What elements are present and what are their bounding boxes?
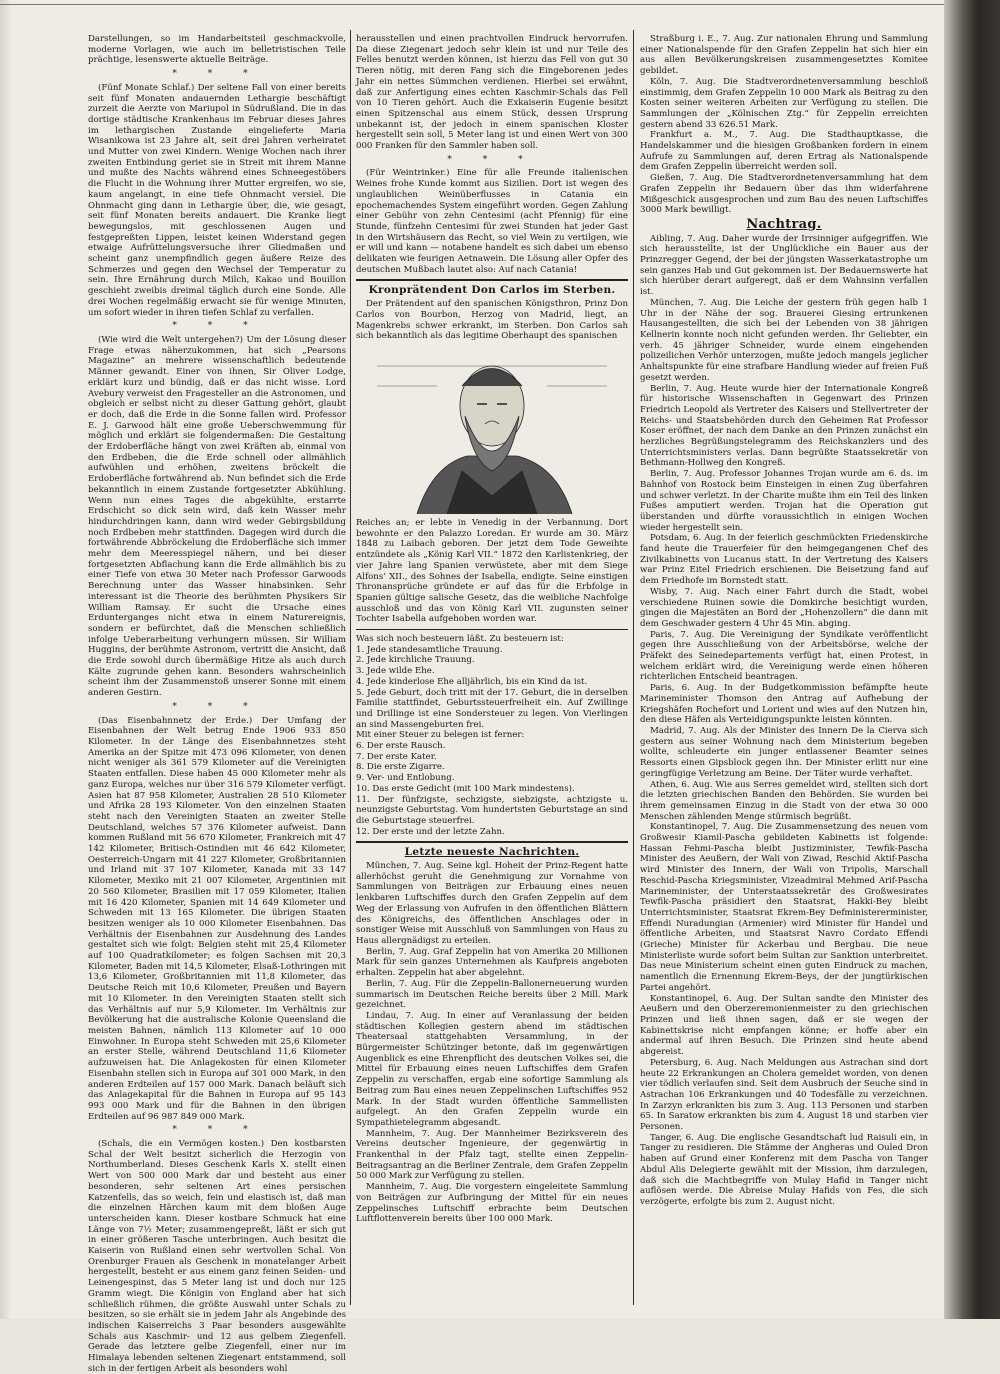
section-separator: * * * bbox=[172, 321, 262, 332]
tax-item: 8. Die erste Zigarre. bbox=[356, 762, 445, 773]
news-item: Paris, 7. Aug. Die Vereinigung der Syndikate veröffentlicht gegen ihre Ausschließung von der Arbeitsbörse, welche der Präfekt des Seinedepartements verfügt hat, einen Protest, in welchem erklärt wird, die Vereinigung werde einen höheren richterlichen Entscheid beantragen. bbox=[640, 629, 928, 683]
news-item: Berlin, 7. Aug. Heute wurde hier der Internationale Kongreß für historische Wissenschaften in Gegenwart des Prinzen Friedrich Leopold als Vertreter des Kaisers und Stellvertreter der Reichs- und Staatsbehörden durch den Geheimen Rat Professor Koser eröffnet, der nach dem Danke an den Prinzen zunächst ein herzliches Begrüßungstelegramm des Reichskanzlers und des Unterrichtsministers verlas. Dann begrüßte Staatssekretär von Bethmann-Hollweg den Kongreß. bbox=[640, 383, 928, 469]
section-divider bbox=[356, 629, 628, 630]
column-2 bbox=[356, 34, 628, 1314]
tax-item: 3. Jede wilde Ehe. bbox=[356, 666, 435, 677]
news-item: München, 7. Aug. Die Leiche der gestern früh gegen halb 1 Uhr in der Nähe der sog. Brauerei Giesing ertrunkenen Hausangestellten, die sich bei der Lebenden von 38 jährigen Kellnerin konnte noch nicht gefunden werden. Ihr Geliebter, ein verh. 45 jähriger Schneider, wurde einem eingehenden polizeilichen Verhör unterzogen, mußte jedoch mangels jeglicher Anhaltspunkte für eine strafbare Handlung wieder auf freien Fuß gesetzt werden. bbox=[640, 297, 928, 383]
tax-item: 10. Das erste Gedicht (mit 100 Mark mindestens). bbox=[356, 783, 575, 794]
news-item: Köln, 7. Aug. Die Stadtverordnetenversammlung beschloß einstimmig, dem Grafen Zeppelin 10 000 Mark als Beitrag zu den Kosten seiner weiteren Arbeiten zur Verfügung zu stellen. Die Sammlungen der „Kölnischen Ztg.“ für Zeppelin erreichten gestern abend 33 626.51 Mark. bbox=[640, 76, 928, 130]
column-rule-1 bbox=[350, 30, 351, 1305]
tax-item: 4. Jede kinderlose Ehe alljährlich, bis ein Kind da ist. bbox=[356, 676, 588, 687]
news-item: Frankfurt a. M., 7. Aug. Die Stadthauptkasse, die Handelskammer und die hiesigen Großbanken fordern in einem Aufrufe zu Sammlungen auf, deren Ertrag als Nationalspende dem Grafen Zeppelin überreicht werden soll. bbox=[640, 130, 928, 173]
top-rule bbox=[0, 4, 944, 5]
news-item: Straßburg i. E., 7. Aug. Zur nationalen Ehrung und Sammlung einer Nationalspende für den Grafen Zeppelin hat sich hier ein aus allen Bevölkerungskreisen zusammengesetztes Komitee gebildet. bbox=[640, 34, 928, 77]
news-item: Potsdam, 6. Aug. In der feierlich geschmückten Friedenskirche fand heute die Trauerfeier für den heimgegangenen Chef des Zivilkabinetts von Lucanus statt. In der Vertretung des Kaisers war Prinz Eitel Friedrich erschienen. Die Beisetzung fand auf dem Friedhofe im Bornstedt statt. bbox=[640, 533, 928, 587]
article-railway-network: (Das Eisenbahnnetz der Erde.) Der Umfang der Eisenbahnen der Welt betrug Ende 1906 933 850 Kilometer. In der Länge des Eisenbahnnetzes steht Amerika an der Spitze mit 473 096 Kilometer, von denen nicht weniger als 361 579 Kilometer auf die Vereinigten Staaten entfallen. Diese haben 45 000 Kilometer mehr als ganz Europa, welches nur über 316 579 Kilometer verfügt. Asien hat 87 958 Kilometer, Australien 28 510 Kilometer und Afrika 28 193 Kilometer. Von den einzelnen Staaten steht nach den Vereinigten Staaten an zweiter Stelle Deutschland, welches 57 376 Kilometer aufweist. Dann kommen Rußland mit 56 670 Kilometer, Frankreich mit 47 142 Kilometer, Britisch-Ostindien mit 46 642 Kilometer, Oesterreich-Ungarn mit 41 227 Kilometer, Großbritannien und Irland mit 37 107 Kilometer, Kanada mit 33 147 Kilometer, Mexiko mit 21 007 Kilometer, Argentinien mit 20 560 Kilometer, Brasilien mit 17 059 Kilometer, Italien mit 16 420 Kilometer, Spanien mit 14 649 Kilometer und Schweden mit 13 165 Kilometer. Die übrigen Staaten besitzen weniger als 10 000 Kilometer Eisenbahnen. Das Verhältnis der Eisenbahnen zur Ausdehnung des Landes gestaltet sich wie folgt: Belgien steht mit 25,4 Kilometer auf 100 Quadratkilometer; es folgen Sachsen mit 20,3 Kilometer, Baden mit 14,5 Kilometer, Elsaß-Lothringen mit 13,6 Kilometer, Großbritannien mit 11,8 Kilometer, das Deutsche Reich mit 10,6 Kilometer, Preußen und Bayern mit 10 Kilometer. In den Vereinigten Staaten stellt sich das Verhältnis auf nur 5,9 Kilometer. Im Verhältnis zur Bevölkerung hat die australische Kolonie Queensland die meisten Bahnen, nämlich 113 Kilometer auf 10 000 Einwohner. In Europa steht Schweden mit 25,6 Kilometer an erster Stelle, während Deutschland 11,6 Kilometer aufzuweisen hat. Die Anlagekosten für einen Kilometer Eisenbahn stellen sich in Europa auf 301 000 Mark, in den anderen Erdteilen auf 157 000 Mark. Danach beläuft sich das Anlagekapital für die Bahnen in Europa auf 95 143 993 000 Mark und für die Bahnen in den übrigen Erdteilen auf 96 987 849 000 Mark. bbox=[88, 715, 346, 1122]
heading-don-carlos: Kronprätendent Don Carlos im Sterben. bbox=[368, 284, 616, 297]
heading-latest-news: Letzte neueste Nachrichten. bbox=[404, 846, 580, 859]
article-intro-tail: Darstellungen, so im Handarbeitsteil geschmackvolle, moderne Vorlagen, wie auch im belletristischen Teile prächtige, lesenswerte aktuelle Beiträge. bbox=[88, 34, 346, 66]
column-1 bbox=[88, 34, 346, 1374]
page-left-edge bbox=[0, 0, 12, 1319]
article-five-months-sleep: (Fünf Monate Schlaf.) Der seltene Fall von einer bereits seit fünf Monaten andauernden Lethargie beschäftigt zurzeit die Aerzte von Mariupol in Südrußland. Die in das dortige städtische Krankenhaus im Februar dieses Jahres im lethargischen Zustande eingelieferte Maria Wisanikowa ist 23 Jahre alt, seit drei Jahren verheiratet und Mutter von zwei Kindern. Wenige Wochen nach ihrer zweiten Entbindung geriet sie in Streit mit ihrem Manne und mußte des Nachts während eines Schneegestöbers die Flucht in die Wohnung ihrer Mutter ergreifen, wo sie, kaum angelangt, in eine tiefe Ohnmacht versiel. Die Ohnmacht ging dann in Lethargie über, die, wie gesagt, seit fünf Monaten bereits andauert. Die Kranke liegt bewegungslos, mit geschlossenen Augen und festgepreßten Lippen, leistet keinen Widerstand gegen etwaige Aufrüttelungsversuche ihrer Gliedmaßen und scheint ganz unempfindlich gegen äußere Reize des Schmerzes und gegen den Wechsel der Temperatur zu sein. Ihre Ernährung durch Milch, Kakao und Bouillon geschieht zweibis dreimal täglich durch eine Sonde. Alle drei Wochen regelmäßig erwacht sie für wenige Minuten, um sofort wieder in ihren tiefen Schlaf zu verfallen. bbox=[88, 82, 346, 318]
news-item: Athen, 6. Aug. Wie aus Serres gemeldet wird, stellten sich dort die letzten griechischen Banden den Behörden. Sie wurden bei ihrem gemeinsamen Einzug in die Stadt von der etwa 30 000 Menschen zählenden Menge stürmisch begrüßt. bbox=[640, 779, 928, 822]
news-item: Petersburg, 6. Aug. Nach Meldungen aus Astrachan sind dort heute 22 Erkrankungen an Cholera gemeldet worden, von denen vier tödlich verlaufen sind. Seit dem Ausbruch der Seuche sind in Astrachan 106 Erkrankungen und 40 Todesfälle zu verzeichnen. In Zarzyn erkrankten bis zum 3. Aug. 113 Personen und starben 65. In Saratow erkrankten bis zum 4. August 18 und starben vier Personen. bbox=[640, 1057, 928, 1133]
tax-item: 12. Der erste und der letzte Zahn. bbox=[356, 826, 505, 837]
tax-list-subtitle: Mit einer Steuer zu belegen ist ferner: bbox=[356, 730, 525, 741]
article-shawls: (Schals, die ein Vermögen kosten.) Den kostbarsten Schal der Welt besitzt sicherlich die Herzogin von Northumberland. Dieses Geschenk Karls X. stellt einen Wert von 500 000 Mark dar und besteht aus einer besonderen, sehr seltenen Art eines persischen Katzenfells, das so weich, fein und elastisch ist, daß man die einzelnen Härchen kaum mit dem bloßen Auge unterscheiden kann. Dieser kostbare Schmuck hat eine Länge von 7½ Meter; zusammengepreßt, läßt er sich gut in einer größeren Tasche unterbringen. Auch besitzt die Kaiserin von Rußland einen sehr wertvollen Schal. Von Orenburger Frauen als Geschenk in monatelanger Arbeit hergestellt, besteht er aus einem ganz feinen Seiden- und Leinengespinst, das 5 Meter lang ist und doch nur 125 Gramm wiegt. Die Königin von England aber hat sich schließlich rühmen, die größte Auswahl unter Schals zu besitzen, so sie erhält sie in jedem Jahr als Angebinde des indischen Kaiserreichs 3 Paar besonders ausgewählte Schals aus Kaschmir- und 12 aus gelbem Ziegenfell. Gerade das letztere gelbe Ziegenfell, einer nur im Himalaya lebenden seltenen Ziegenart entstammend, soll sich in der fertigen Arbeit als besonders wohl bbox=[88, 1139, 346, 1374]
tax-list bbox=[356, 634, 628, 837]
tax-item: 1. Jede standesamtliche Trauung. bbox=[356, 644, 503, 655]
news-item: Aibling, 7. Aug. Daher wurde der Irrsinniger aufgegriffen. Wie sich herausstellte, ist der Unglückliche ein Bauer aus der Prinzregger Gegend, der bei der jüngsten Wasserkatastrophe um sein ganzes Hab und Gut gekommen ist. Der Bedauernswerte hat sich hierüber derart aufgeregt, daß er dem Wahnsinn verfallen ist. bbox=[640, 233, 928, 298]
news-item: München, 7. Aug. Seine kgl. Hoheit der Prinz-Regent hatte allerhöchst geruht die Genehmigung zur Vornahme von Sammlungen von Beiträgen zur Erbauung eines neuen lenkbaren Luftschiffes durch den Grafen Zeppelin auf dem Weg der Erlassung von Aufrufen in den öffentlichen Blättern des Königreichs, des öffentlichen Anschlages oder in sonstiger Weise mit Ausschluß von Sammlungen von Haus zu Haus allergnädigst zu erteilen. bbox=[356, 861, 628, 946]
tax-item: 7. Der erste Kater. bbox=[356, 751, 437, 762]
news-item: Berlin, 7. Aug. Für die Zeppelin-Ballonerneuerung wurden summarisch im Deutschen Reiche bereits über 2 Mill. Mark gezeichnet. bbox=[356, 978, 628, 1011]
tax-list-title: Was sich noch besteuern läßt. Zu besteuern ist: bbox=[356, 634, 564, 645]
column-3 bbox=[640, 34, 928, 1314]
news-item: Konstantinopel, 7. Aug. Die Zusammensetzung des neuen vom Großwesir Kiamil-Pascha gebildeten Kabinetts ist folgende: Hassan Fehmi-Pascha bleibt Justizminister, Tewfik-Pascha Minister des Aeußern, der Wali von Ziwad, Reschid Aktif-Pascha wird Minister des Innern, der Wali von Tripolis, Marschall Reschid-Pascha Kriegsminister, Vizeadmiral Mehmed Arif-Pascha Marineminister, der Unterstaatssekretär des Großwesirates Tewfik-Pascha präsidiert den Staatsrat, Hakki-Bey bleibt Unterrichtsminister, Staatsrat Ekrem-Bey Defministererminister, Effendi Nuradungian (Armenier) wird Minister für Handel und öffentliche Arbeiten, und Staatsrat Navro Cordato Effendi (Grieche) Minister für Ackerbau und Bergbau. Die neue Ministerliste wurde sofort beim Sultan zur Sanktion unterbreitet. Das neue Ministerium scheint einen guten Eindruck zu machen, namentlich die Ernennung Ekrem-Beys, der der jungtürkischen Partei angehört. bbox=[640, 822, 928, 993]
section-separator: * * * bbox=[172, 1125, 262, 1136]
article-don-carlos-continued: Reiches an; er lebte in Venedig in der Verbannung. Dort bewohnte er den Palazzo Loredan. Er wurde am 30. März 1848 zu Laibach geboren. Der jetzt dem Tode Geweihte entzündete als „König Karl VII.“ 1872 den Karlistenkrieg, der vier Jahre lang Spanien verwüstete, aber mit dem Siege Alfons’ XII., des Sohnes der Isabella, endigte. Seine einstigen Thronansprüche gründete er auf das für die Erbfolge in Spanien gültige salische Gesetz, das die weibliche Nachfolge ausschloß und das von König Karl VII. zugunsten seiner Tochter Isabella aufgehoben worden war. bbox=[356, 517, 628, 625]
news-item: Gießen, 7. Aug. Die Stadtverordnetenversammlung hat dem Grafen Zeppelin ihr Bedauern über das ihm widerfahrene Mißgeschick ausgesprochen und zum Bau des neuen Luftschiffes 3000 Mark bewilligt. bbox=[640, 173, 928, 216]
tax-item: 2. Jede kirchliche Trauung. bbox=[356, 655, 475, 666]
portrait-don-carlos bbox=[377, 346, 607, 514]
news-item: Berlin, 7. Aug. Graf Zeppelin hat von Amerika 20 Millionen Mark für sein ganzes Unternehmen als Kaufpreis angeboten erhalten. Zeppelin hat aber abgelehnt. bbox=[356, 946, 628, 979]
section-divider bbox=[356, 279, 628, 281]
news-item: Konstantinopel, 6. Aug. Der Sultan sandte den Minister des Aeußern und den Oberzeremonienmeister zu den griechischen Prinzen und ließ ihnen sagen, daß er sie wegen der Kabinettskrise nicht empfangen könne; er hoffe aber ein andermal auf ihren Besuch. Die Prinzen sind heute abend abgereist. bbox=[640, 993, 928, 1058]
section-divider bbox=[356, 841, 628, 843]
heading-supplement: Nachtrag. bbox=[746, 216, 822, 232]
news-item: Tanger, 6. Aug. Die englische Gesandtschaft lud Raisuli ein, in Tanger zu residieren. Die Stämme der Angheras und Ouled Dron haben auf Grund einer Konferenz mit dem Pascha von Tanger Abdul Alis Delegierte gewählt mit der Mission, ihm darzulegen, daß sich die Machtbegriffe von Mulay Hafid in Tanger nicht auflösen werde. Die Abreise Mulay Hafids von Fes, die sich verzögerte, erfolgte bis zum 2. August nicht. bbox=[640, 1132, 928, 1207]
news-item: Berlin, 7. Aug. Professor Johannes Trojan wurde am 6. ds. im Bahnhof von Rostock beim Einsteigen in einen Zug überfahren und schwer verletzt. In der Charite mußte ihm ein Teil des linken Fußes amputiert werden. Trojan hat die Operation gut überstanden und dürfte voraussichtlich in einigen Wochen wieder hergestellt sein. bbox=[640, 469, 928, 533]
news-item: Paris, 6. Aug. In der Budgetkommission befämpfte heute Marineminister Thomson den Antrag auf Aufhebung der Kriegshäfen Rochefort und Lorient und wies auf den Nutzen hin, den diese Häfen als Verteidigungspunkte leisten könnten. bbox=[640, 683, 928, 726]
article-shawls-continued: herausstellen und einen prachtvollen Eindruck hervorrufen. Da diese Ziegenart jedoch sehr klein ist und nur Teile des Felles benutzt werden können, ist hierzu das Fell von gut 30 Tieren nötig, mit deren Fang sich die Eingeborenen jedes Jahr ein nettes Sümmchen verdienen. Hierbei sei erwähnt, daß zur Anfertigung eines echten Kaschmir-Schals das Fell von 10 Tieren gehört. Auch die Exkaiserin Eugenie besitzt einen Spitzenschal aus einem Stück, dessen Ursprung unbekannt ist, der jedoch in einem spanischen Kloster hergestellt sein soll, 5 Meter lang ist und einen Wert von 300 000 Franken für den Sammler haben soll. bbox=[356, 34, 628, 152]
tax-item: 11. Der fünfzigste, sechzigste, siebzigste, achtzigste u. neunzigste Geburtstag. Vom hundertsten Geburtstage an sind die Geburtstage steuerfrei. bbox=[356, 794, 628, 826]
news-item: Wisby, 7. Aug. Nach einer Fahrt durch die Stadt, wobei verschiedene Ruinen sowie die Domkirche besichtigt wurden, gingen die Majestäten an Bord der „Hohenzollern“ die dann mit dem Geschwader gestern 4 Uhr 45 Min. abging. bbox=[640, 586, 928, 629]
section-separator: * * * bbox=[172, 69, 262, 80]
news-item: Mannheim, 7. Aug. Die vorgestern eingeleitete Sammlung von Beiträgen zur Aufbringung der Mittel für ein neues Zeppelinsches Luftschiff erbrachte beim Deutschen Luftflottenverein bereits über 100 000 Mark. bbox=[356, 1182, 628, 1225]
article-world-end: (Wie wird die Welt untergehen?) Um der Lösung dieser Frage etwas näherzukommen, hat sich „Pearsons Magazine“ an mehrere wissenschaftlich bedeutende Männer gewandt. Einer von ihnen, Sir Oliver Lodge, erklärt kurz und bündig, daß er das nicht wisse. Lord Avebury verweist den Fragesteller an die Astronomen, und obgleich er selbst nicht zu dieser Gattung gehört, glaubt er doch, daß die Erde in die Sonne fallen wird. Professor E. J. Garwood hält eine große Ueberschwemmung für möglich und erklärt sie folgendermaßen: Die Gestaltung der Erdoberfläche hängt von zwei Kräften ab, einmal von den Erdbeben, die die Erde schnell oder allmählich aufwühlen und erhöhen, zweitens bröckelt die Erdoberfläche fortwährend ab. Nun befindet sich die Erde bekanntlich in einem Zustande fortgesetzter Abkühlung. Wenn nun eines Tages die abgekühlte, erstarrte Erdschicht so dick sein wird, daß kein Wasser mehr hindurchdringen kann, dann wird weder Gebirgsbildung noch Erdbeben mehr stattfinden. Dagegen wird durch die fortwährende Abbröckelung die Erdoberfläche sich immer mehr dem Meeresspiegel nähern, und bei dieser fortgesetzten Abflachung kann die Erde allmählich bis zu einer Tiefe von etwa 30 Meter nach Professor Garwoods Berechnung unter das Wasser hinabsinken. Sehr interessant ist die Theorie des berühmten Physikers Sir William Ramsay. Er sucht die Ursache eines Erdunterganges nicht etwa in einem Naturereignis, sondern er befürchtet, daß die Menschen schließlich infolge Ueberarbeitung verhungern müssen. Sir William Huggins, der berühmte Astronom, vertritt die Ansicht, daß die Erde sowohl durch übermäßige Hitze als auch durch Kälte zugrunde gehen kann. Besonders wahrscheinlich scheint ihm der Zusammenstoß unserer Sonne mit einem anderen Gestirn. bbox=[88, 334, 346, 699]
news-item: Madrid, 7. Aug. Als der Minister des Innern De la Cierva sich gestern aus seiner Wohnung nach dem Ministerium begeben wollte, schleuderte ein junger entlassener Beamter seines Ressorts einen Gipsblock gegen ihn. Der Minister erlitt nur eine geringfügige Verletzung am Beine. Der Täter wurde verhaftet. bbox=[640, 726, 928, 779]
tax-item: 5. Jede Geburt, doch tritt mit der 17. Geburt, die in derselben Familie stattfindet, Geburtssteuerfreiheit ein. Auf Zwillinge und Drillinge ist eine Sondersteuer zu legen. Von Vierlingen an sind Massengeburten frei. bbox=[356, 687, 628, 730]
news-item: Mannheim, 7. Aug. Der Mannheimer Bezirksverein des Vereins deutscher Ingenieure, der gegenwärtig in Frankenthal in der Pfalz tagt, stellte einen Zeppelin-Beitragsantrag an die Berliner Zentrale, dem Grafen Zeppelin 50 000 Mark zur Verfügung zu stellen. bbox=[356, 1128, 628, 1182]
news-item: Lindau, 7. Aug. In einer auf Veranlassung der beiden städtischen Kollegien gestern abend im städtischen Theatersaal stattgehabten Versammlung, in der Bürgermeister Schützinger betonte, daß im gegenwärtigen Augenblick es eine Ehrenpflicht des deutschen Volkes sei, die Mittel für Erbauung eines neuen Luftschiffes dem Grafen Zeppelin zu verschaffen, ergab eine sofortige Sammlung als Beitrag zum Bau eines neuen Zeppelinschen Luftschiffes 952 Mark. In der Stadt wurden öffentliche Sammellisten aufgelegt. An den Grafen Zeppelin wurde ein Sympathietelegramm abgesandt. bbox=[356, 1010, 628, 1128]
section-separator: * * * bbox=[447, 154, 537, 165]
book-binding bbox=[944, 0, 1000, 1319]
article-don-carlos: Der Prätendent auf den spanischen Königsthron, Prinz Don Carlos von Bourbon, Herzog von Madrid, liegt, an Magenkrebs schwer erkrankt, im Sterben. Don Carlos sah sich bekanntlich als das legitime Oberhaupt des spanischen bbox=[356, 299, 628, 342]
tax-item: 9. Ver- und Entlobung. bbox=[356, 773, 455, 784]
article-wine-drinkers: (Für Weintrinker.) Eine für alle Freunde italienischen Weines frohe Kunde kommt aus Sizilien. Dort ist wegen des unglaublichen Weinüberflusses in Catania ein epochemachendes System eingeführt worden. Gegen Zahlung einer Gebühr von zehn Centesimi (acht Pfennig) für eine Stunde, fünfzehn Centesimi für zwei Stunden hat jeder Gast in den Wirtshäusern das Recht, so viel Wein zu vertilgen, wie er will und kann — notabene handelt es sich dabei um ebenso delikaten wie feurigen Aetnawein. Die Lösung aller Opfer des deutschen Mußbach lautet also: Auf nach Catania! bbox=[356, 168, 628, 275]
tax-item: 6. Der erste Rausch. bbox=[356, 741, 446, 752]
column-rule-2 bbox=[633, 30, 634, 1305]
section-separator: * * * bbox=[172, 701, 262, 712]
